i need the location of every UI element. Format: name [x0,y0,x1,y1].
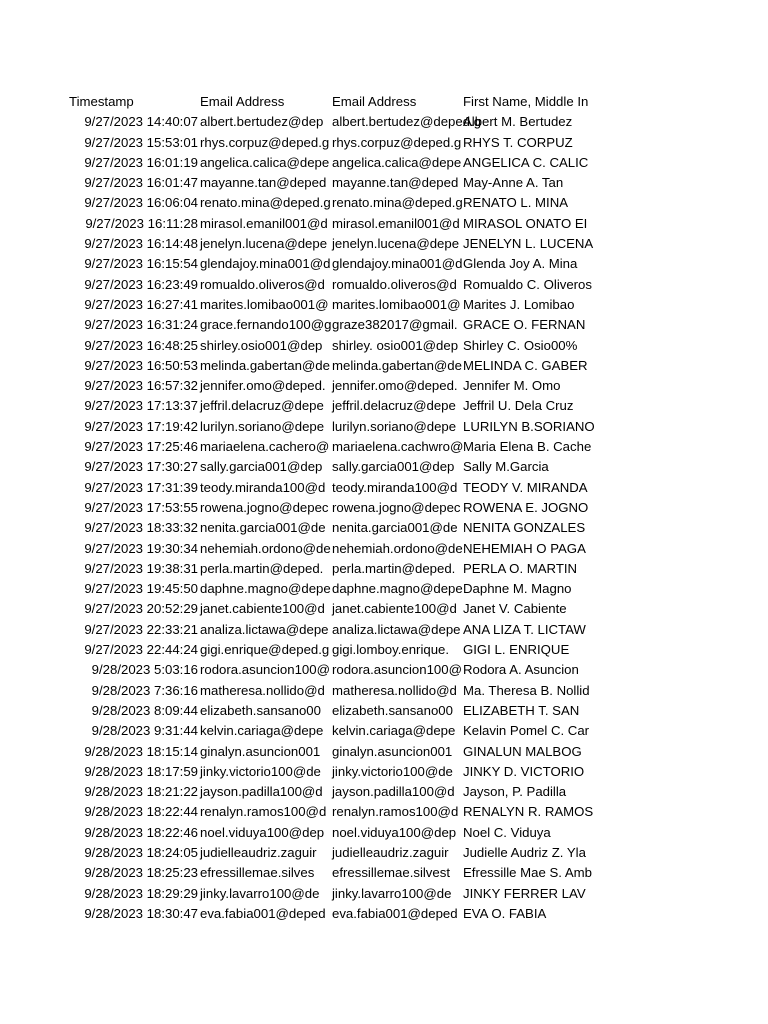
name-cell: ANGELICA C. CALIC [463,154,589,170]
name-cell: Judielle Audriz Z. Yla [463,844,586,860]
email-cell: albert.bertudez@dep [200,114,324,130]
table-row [0,234,768,254]
email-cell-2: mariaelena.cachwro@ [332,439,464,455]
email-cell: janet.cabiente100@d [200,601,325,617]
table-row [0,133,768,153]
table-row [0,884,768,904]
table-row [0,112,768,132]
email-cell-2: renato.mina@deped.g [332,195,463,211]
table-row [0,254,768,274]
table-row [0,539,768,559]
table-row [0,336,768,356]
email-cell: shirley.osio001@dep [200,337,323,353]
timestamp-cell: 9/27/2023 16:15:54 [84,256,198,272]
email-cell: marites.lomibao001@ [200,296,329,312]
email-cell: melinda.gabertan@de [200,357,330,373]
email-cell: nenita.garcia001@de [200,520,326,536]
table-row [0,173,768,193]
timestamp-cell: 9/27/2023 16:50:53 [84,357,198,373]
table-row [0,295,768,315]
timestamp-cell: 9/28/2023 18:15:14 [84,743,198,759]
email-cell-2: jeffril.delacruz@depe [332,398,456,414]
email-cell-2: jinky.victorio100@de [332,763,453,779]
timestamp-cell: 9/27/2023 16:31:24 [84,317,198,333]
email-cell: rodora.asuncion100@ [200,662,330,678]
name-cell: NENITA GONZALES [463,520,586,536]
email-cell: daphne.magno@depe [200,581,331,597]
timestamp-cell: 9/28/2023 18:25:23 [84,865,198,881]
email-cell: rowena.jogno@depec [200,499,329,515]
email-cell: perla.martin@deped. [200,560,324,576]
name-cell: GIGI L. ENRIQUE [463,642,570,658]
name-cell: JENELYN L. LUCENA [463,236,594,252]
table-body [0,112,768,924]
email-cell: kelvin.cariaga@depe [200,723,324,739]
email-cell: lurilyn.soriano@depe [200,418,325,434]
table-row [0,214,768,234]
email-cell: mariaelena.cachero@ [200,439,330,455]
timestamp-cell: 9/27/2023 16:11:28 [85,215,198,231]
table-row [0,904,768,924]
email-cell-2: elizabeth.sansano00 [332,702,453,718]
email-cell: jennifer.omo@deped. [200,378,326,394]
email-cell-2: renalyn.ramos100@d [332,804,459,820]
timestamp-cell: 9/28/2023 18:29:29 [84,885,198,901]
name-cell: Jeffril U. Dela Cruz [463,398,574,414]
name-cell: May-Anne A. Tan [463,175,564,191]
email-cell-2: ginalyn.asuncion001 [332,743,453,759]
table-row [0,721,768,741]
email-cell: renalyn.ramos100@d [200,804,327,820]
table-row [0,782,768,802]
timestamp-cell: 9/27/2023 17:30:27 [84,459,198,475]
timestamp-cell: 9/27/2023 14:40:07 [84,114,198,130]
timestamp-cell: 9/28/2023 18:30:47 [84,905,198,921]
table-row [0,356,768,376]
email-cell: judielleaudriz.zaguir [200,844,317,860]
timestamp-cell: 9/27/2023 19:38:31 [84,560,198,576]
name-cell: Romualdo C. Oliveros [463,276,592,292]
name-cell: MELINDA C. GABER [463,357,588,373]
email-cell: jenelyn.lucena@depe [200,236,328,252]
timestamp-cell: 9/27/2023 16:01:19 [84,154,198,170]
email-cell-2: judielleaudriz.zaguir [332,844,449,860]
email-cell-2: rowena.jogno@depec [332,499,461,515]
email-cell-2: angelica.calica@depe [332,154,462,170]
email-cell-2: lurilyn.soriano@depe [332,418,457,434]
table-row [0,559,768,579]
email-cell: jinky.lavarro100@de [200,885,320,901]
name-cell: RHYS T. CORPUZ [463,134,573,150]
timestamp-cell: 9/28/2023 18:24:05 [84,844,198,860]
timestamp-cell: 9/28/2023 5:03:16 [91,662,198,678]
timestamp-cell: 9/27/2023 16:01:47 [84,175,198,191]
name-cell: RENALYN R. RAMOS [463,804,594,820]
table-row [0,396,768,416]
email-cell: analiza.lictawa@depe [200,621,329,637]
email-cell: angelica.calica@depe [200,154,330,170]
table-row [0,681,768,701]
email-cell-2: melinda.gabertan@de [332,357,462,373]
table-row [0,843,768,863]
email-cell-2: jennifer.omo@deped. [332,378,458,394]
email-cell: teody.miranda100@d [200,479,326,495]
name-cell: GRACE O. FERNAN [463,317,586,333]
email-cell-2: kelvin.cariaga@depe [332,723,456,739]
email-cell: nehemiah.ordono@de [200,540,331,556]
timestamp-cell: 9/27/2023 16:14:48 [84,236,198,252]
name-cell: Sally M.Garcia [463,459,549,475]
table-row [0,193,768,213]
name-cell: Shirley C. Osio00% [463,337,578,353]
name-cell: NEHEMIAH O PAGA [463,540,586,556]
table-row [0,660,768,680]
name-cell: TEODY V. MIRANDA [463,479,588,495]
email-cell-2: nehemiah.ordono@de [332,540,463,556]
table-row [0,802,768,822]
email-cell-2: romualdo.oliveros@d [332,276,457,292]
timestamp-cell: 9/27/2023 17:31:39 [84,479,198,495]
table-row [0,762,768,782]
column-header-email-address-2: Email Address [332,94,417,109]
email-cell-2: mayanne.tan@deped [332,175,459,191]
table-row [0,498,768,518]
email-cell: grace.fernando100@g [200,317,332,333]
timestamp-cell: 9/27/2023 15:53:01 [84,134,198,150]
timestamp-cell: 9/28/2023 18:22:46 [84,824,198,840]
name-cell: Glenda Joy A. Mina [463,256,578,272]
timestamp-cell: 9/27/2023 22:33:21 [84,621,198,637]
name-cell: Maria Elena B. Cache [463,439,592,455]
name-cell: Efressille Mae S. Amb [463,865,592,881]
email-cell: glendajoy.mina001@d [200,256,331,272]
name-cell: Kelavin Pomel C. Car [463,723,590,739]
name-cell: Marites J. Lomibao [463,296,575,312]
name-cell: ROWENA E. JOGNO [463,499,589,515]
table-row [0,437,768,457]
email-cell-2: shirley. osio001@dep [332,337,459,353]
table-row [0,701,768,721]
table-row [0,457,768,477]
table-row [0,275,768,295]
email-cell: romualdo.oliveros@d [200,276,325,292]
timestamp-cell: 9/27/2023 17:53:55 [84,499,198,515]
timestamp-cell: 9/27/2023 16:57:32 [84,378,198,394]
table-row [0,376,768,396]
email-cell-2: graze382017@gmail. [332,317,458,333]
column-header-timestamp: Timestamp [69,94,134,109]
timestamp-cell: 9/28/2023 7:36:16 [91,682,198,698]
table-row [0,478,768,498]
name-cell: JINKY D. VICTORIO [463,763,585,779]
email-cell: mirasol.emanil001@d [200,215,328,231]
name-cell: Jennifer M. Omo [463,378,561,394]
email-cell: jayson.padilla100@d [200,784,323,800]
timestamp-cell: 9/27/2023 19:30:34 [84,540,198,556]
timestamp-cell: 9/27/2023 19:45:50 [84,581,198,597]
email-cell-2: nenita.garcia001@de [332,520,458,536]
timestamp-cell: 9/27/2023 17:25:46 [84,439,198,455]
timestamp-cell: 9/28/2023 9:31:44 [91,723,198,739]
name-cell: LURILYN B.SORIANO [463,418,595,434]
timestamp-cell: 9/27/2023 16:06:04 [84,195,198,211]
timestamp-cell: 9/27/2023 22:44:24 [84,642,198,658]
table-row [0,620,768,640]
spreadsheet-table [0,92,768,924]
table-row [0,153,768,173]
email-cell: sally.garcia001@dep [200,459,323,475]
name-cell: Daphne M. Magno [463,581,572,597]
email-cell: efressillemae.silves [200,865,315,881]
email-cell-2: rodora.asuncion100@ [332,662,462,678]
name-cell: MIRASOL ONATO EI [463,215,588,231]
name-cell: Rodora A. Asuncion [463,662,579,678]
email-cell-2: noel.viduya100@dep [332,824,457,840]
email-cell-2: sally.garcia001@dep [332,459,455,475]
email-cell: renato.mina@deped.g [200,195,331,211]
email-cell: eva.fabia001@deped [200,905,326,921]
email-cell-2: perla.martin@deped. [332,560,456,576]
table-row [0,417,768,437]
email-cell-2: analiza.lictawa@depe [332,621,461,637]
timestamp-cell: 9/28/2023 8:09:44 [91,702,198,718]
name-cell: Noel C. Viduya [463,824,551,840]
email-cell-2: janet.cabiente100@d [332,601,457,617]
email-cell-2: gigi.lomboy.enrique. [332,642,450,658]
email-cell: jinky.victorio100@de [200,763,321,779]
name-cell: Jayson, P. Padilla [463,784,567,800]
timestamp-cell: 9/28/2023 18:22:44 [84,804,198,820]
column-header-email-address: Email Address [200,94,285,109]
name-cell: Ma. Theresa B. Nollid [463,682,590,698]
table-row [0,599,768,619]
header-row [0,92,768,112]
table-row [0,863,768,883]
timestamp-cell: 9/27/2023 17:13:37 [84,398,198,414]
name-cell: GINALUN MALBOG [463,743,582,759]
table-row [0,579,768,599]
table-row [0,823,768,843]
timestamp-cell: 9/28/2023 18:17:59 [84,763,198,779]
timestamp-cell: 9/27/2023 18:33:32 [84,520,198,536]
timestamp-cell: 9/27/2023 16:48:25 [84,337,198,353]
email-cell-2: mirasol.emanil001@d [332,215,460,231]
email-cell-2: marites.lomibao001@ [332,296,461,312]
table-row [0,518,768,538]
email-cell-2: teody.miranda100@d [332,479,458,495]
email-cell-2: albert.bertudez@deped.g [332,114,482,130]
email-cell: mayanne.tan@deped [200,175,327,191]
email-cell: ginalyn.asuncion001 [200,743,321,759]
timestamp-cell: 9/28/2023 18:21:22 [84,784,198,800]
timestamp-cell: 9/27/2023 16:23:49 [84,276,198,292]
email-cell-2: eva.fabia001@deped [332,905,458,921]
name-cell: Janet V. Cabiente [463,601,567,617]
name-cell: ELIZABETH T. SAN [463,702,580,718]
email-cell: matheresa.nollido@d [200,682,325,698]
name-cell: PERLA O. MARTIN [463,560,578,576]
email-cell-2: glendajoy.mina001@d [332,256,463,272]
table-row [0,640,768,660]
timestamp-cell: 9/27/2023 17:19:42 [84,418,198,434]
email-cell: noel.viduya100@dep [200,824,325,840]
email-cell-2: jayson.padilla100@d [332,784,455,800]
email-cell: rhys.corpuz@deped.g [200,134,330,150]
timestamp-cell: 9/27/2023 16:27:41 [84,296,198,312]
timestamp-cell: 9/27/2023 20:52:29 [84,601,198,617]
email-cell: elizabeth.sansano00 [200,702,321,718]
email-cell-2: rhys.corpuz@deped.g [332,134,462,150]
email-cell: gigi.enrique@deped.g [200,642,330,658]
table-row [0,742,768,762]
email-cell-2: jinky.lavarro100@de [332,885,452,901]
email-cell-2: jenelyn.lucena@depe [332,236,460,252]
email-cell: jeffril.delacruz@depe [200,398,324,414]
name-cell: JINKY FERRER LAV [463,885,586,901]
email-cell-2: matheresa.nollido@d [332,682,457,698]
email-cell-2: efressillemae.silvest [332,865,450,881]
column-header-name: First Name, Middle In [463,94,589,109]
name-cell: RENATO L. MINA [463,195,569,211]
table-row [0,315,768,335]
email-cell-2: daphne.magno@depe [332,581,463,597]
name-cell: EVA O. FABIA [463,905,547,921]
name-cell: ANA LIZA T. LICTAW [463,621,586,637]
name-cell: Albert M. Bertudez [463,114,573,130]
